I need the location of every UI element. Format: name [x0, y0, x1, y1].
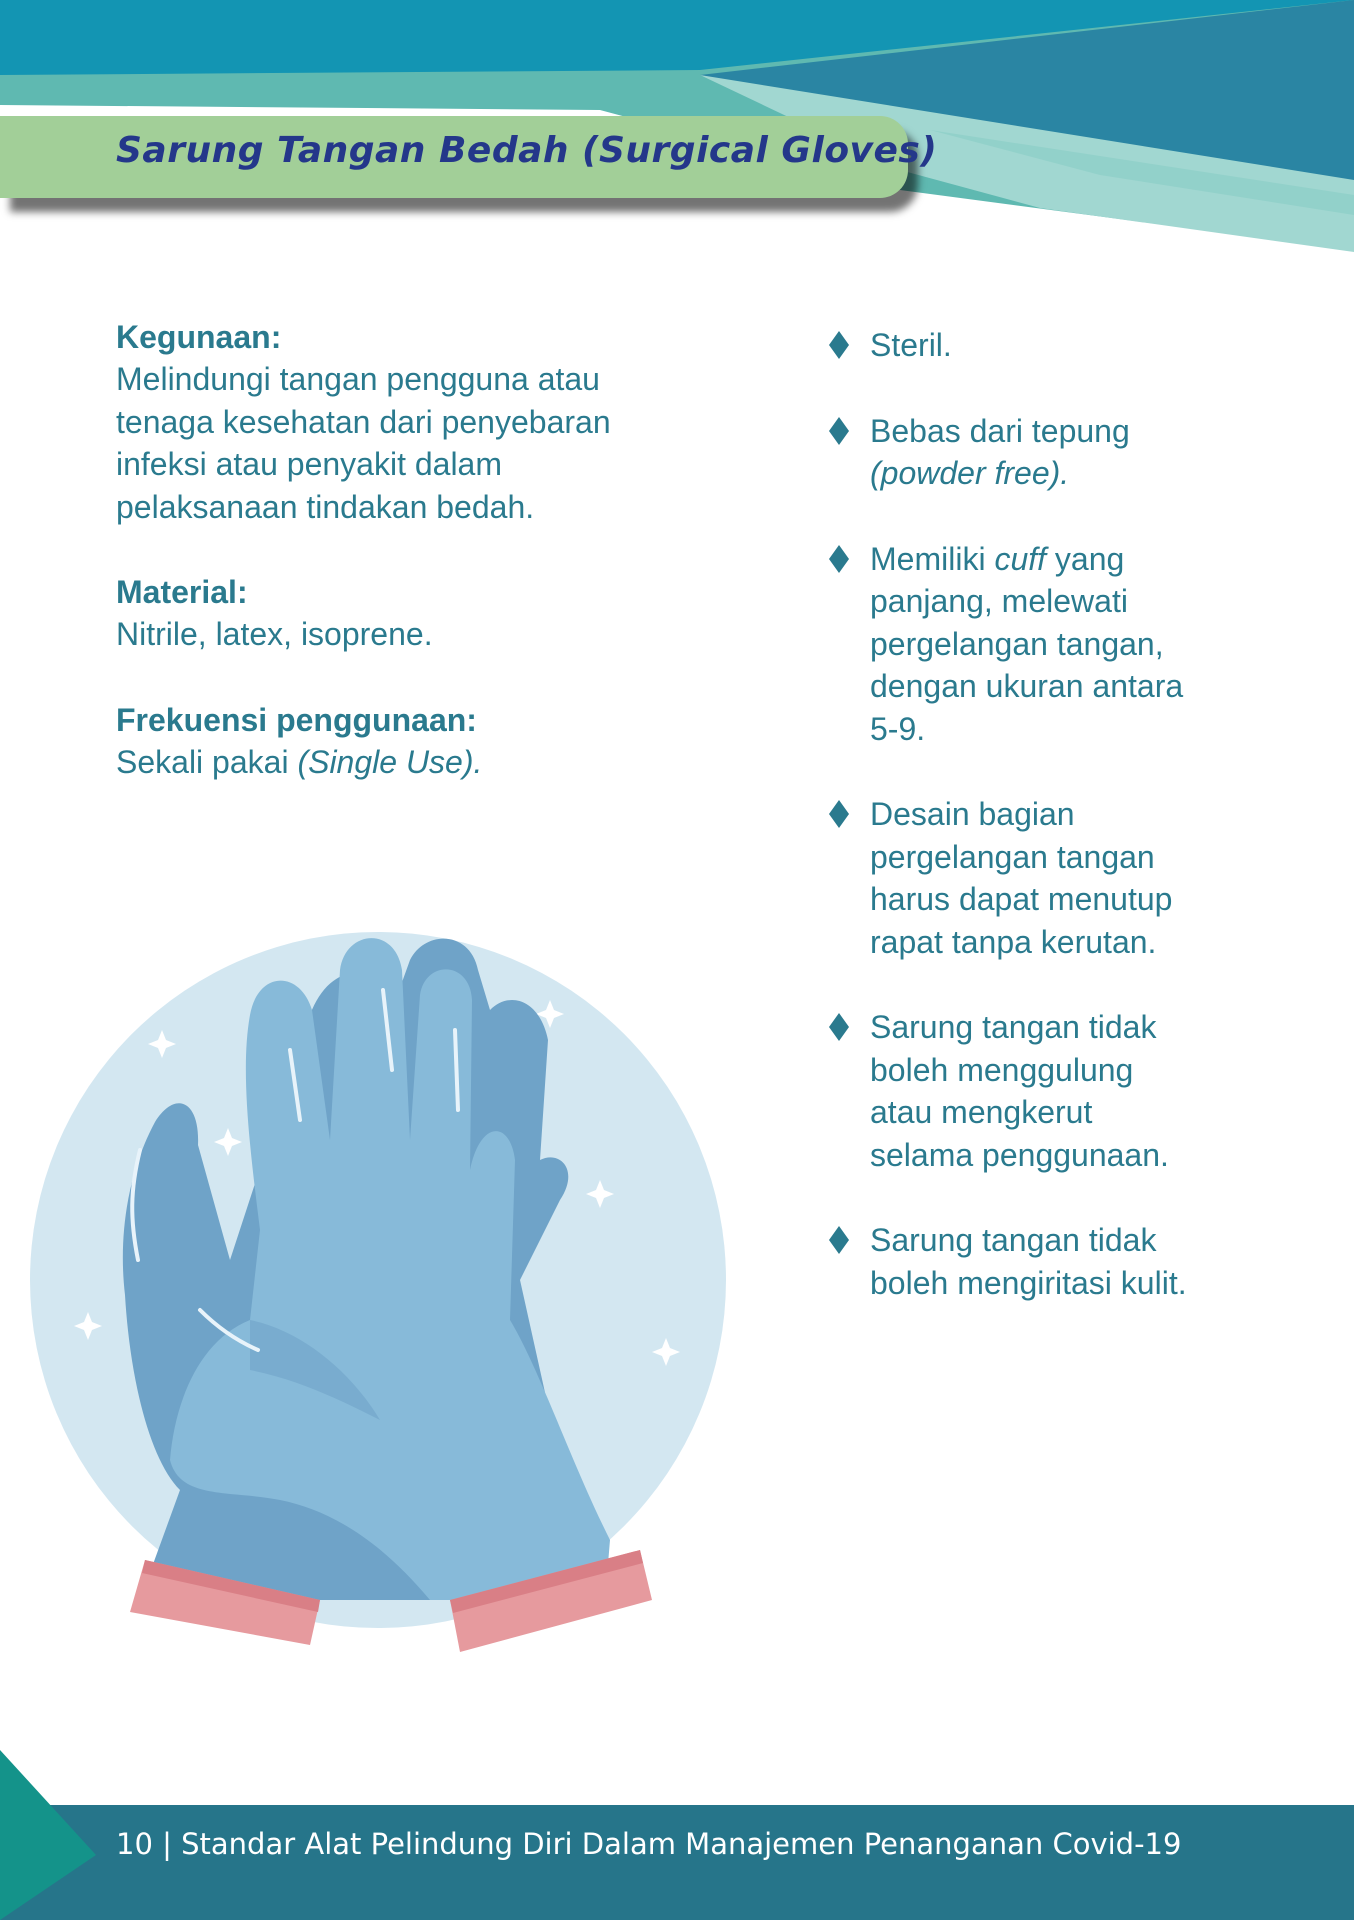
section-label: Kegunaan:	[116, 319, 282, 355]
section-text	[116, 741, 716, 784]
section-text	[116, 358, 716, 528]
page-title: Sarung Tangan Bedah (Surgical Gloves)	[116, 130, 938, 171]
bullet-line: Bebas dari tepung	[870, 412, 1130, 449]
bullet-line: 5-9.	[870, 710, 926, 747]
bullet-line: panjang, melewati	[870, 583, 1128, 619]
text-plain: Sekali pakai	[116, 743, 289, 780]
list-item	[818, 1006, 1338, 1176]
text-line: Melindungi tangan pengguna atau	[116, 361, 600, 397]
bullet-line: boleh menggulung	[870, 1051, 1134, 1088]
bullet-line: harus dapat menutup	[870, 881, 1173, 917]
text-line: infeksi atau penyakit dalam	[116, 446, 502, 482]
bullet-line: atau mengkerut	[870, 1094, 1093, 1130]
list-item	[818, 324, 1338, 367]
diamond-bullet-icon	[828, 1225, 850, 1255]
bullet-line: dengan ukuran antara	[870, 668, 1184, 704]
diamond-bullet-icon	[828, 416, 850, 446]
bullet-line: Sarung tangan tidak	[870, 1222, 1157, 1258]
diamond-bullet-icon	[828, 544, 850, 574]
bullet-italic: cuff	[994, 540, 1047, 577]
material-section	[116, 571, 716, 656]
diamond-bullet-icon	[828, 1012, 850, 1042]
bullet-line: boleh mengiritasi kulit.	[870, 1264, 1187, 1301]
bullet-text: yang	[1054, 540, 1125, 577]
bullet-line: Desain bagian	[870, 796, 1075, 832]
info-column	[116, 316, 716, 826]
bullet-line: Sarung tangan tidak	[870, 1009, 1157, 1045]
section-label: Material:	[116, 574, 248, 610]
list-item	[818, 1219, 1338, 1304]
bullet-line: pergelangan tangan,	[870, 625, 1164, 662]
bullet-italic: (powder free).	[870, 455, 1070, 491]
bullet-line	[870, 538, 1338, 581]
bullet-line	[870, 452, 1338, 495]
section-text: Nitrile, latex, isoprene.	[116, 616, 433, 652]
frekuensi-section	[116, 699, 716, 784]
footer-text: 10 | Standar Alat Pelindung Diri Dalam Manajemen Penanganan Covid-19	[116, 1827, 1182, 1861]
text-italic: (Single Use).	[297, 743, 483, 780]
footer-bar	[0, 1805, 1354, 1920]
footer-corner-decoration	[0, 1750, 96, 1920]
list-item	[818, 410, 1338, 495]
bullet-text: Memiliki	[870, 540, 986, 577]
list-item	[818, 538, 1338, 751]
diamond-bullet-icon	[828, 799, 850, 829]
text-line: tenaga kesehatan dari penyebaran	[116, 403, 611, 440]
kegunaan-section	[116, 316, 716, 528]
section-label: Frekuensi penggunaan:	[116, 701, 477, 738]
list-item	[818, 793, 1338, 963]
bullet-line: selama penggunaan.	[870, 1136, 1169, 1173]
requirements-list	[818, 324, 1338, 1347]
bullet-line: pergelangan tangan	[870, 838, 1155, 875]
surgical-gloves-icon	[0, 900, 760, 1700]
bullet-line: rapat tanpa kerutan.	[870, 923, 1157, 960]
text-line: pelaksanaan tindakan bedah.	[116, 488, 535, 525]
bullet-line: Steril.	[870, 327, 952, 363]
diamond-bullet-icon	[828, 330, 850, 360]
